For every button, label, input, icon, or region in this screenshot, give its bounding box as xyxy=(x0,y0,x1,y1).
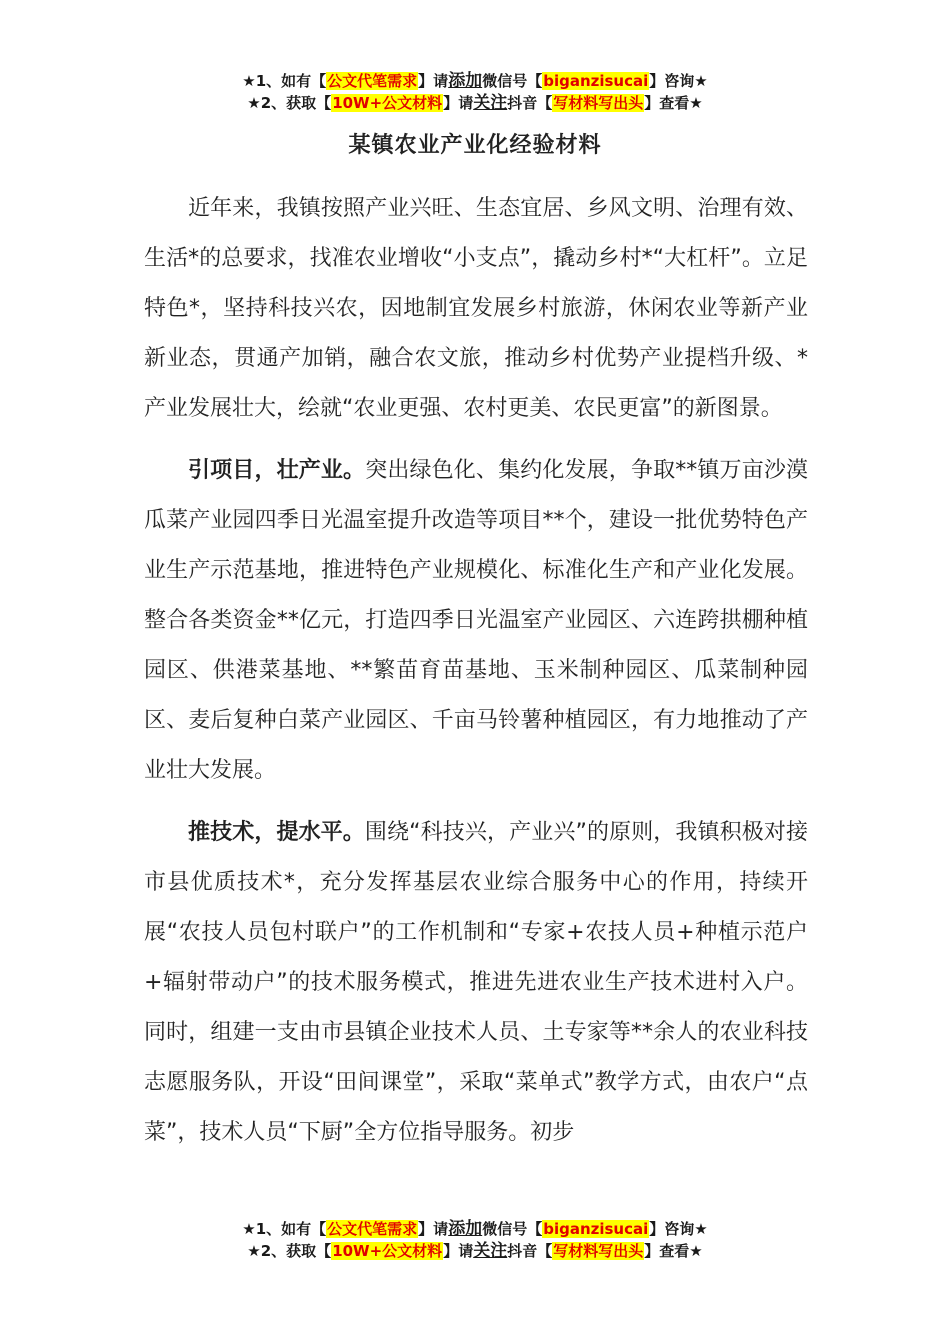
paragraph xyxy=(144,184,808,434)
paragraph-lead: 推技术，提水平。 xyxy=(188,820,365,845)
banner-text: ★1、如有【 xyxy=(242,1220,327,1238)
paragraph-lead: 引项目，壮产业。 xyxy=(188,458,366,483)
banner-text: 】查看★ xyxy=(644,94,703,112)
paragraph-text: 近年来，我镇按照产业兴旺、生态宜居、乡风文明、治理有效、生活*的总要求，找准农业增收“小支点”，撬动乡村*“大杠杆”。立足特色*，坚持科技兴农，因地制宜发展乡村旅游，休闲农业等新产业新业态，贯通产加销，融合农文旅，推动乡村优势产业提档升级、*产业发展壮大，绘就“农业更强、农村更美、农民更富”的新图景。 xyxy=(144,196,808,421)
banner-text: 】咨询★ xyxy=(649,1220,708,1238)
banner-text: ★1、如有【 xyxy=(242,72,327,90)
banner-text: ★2、获取【 xyxy=(247,1242,332,1260)
highlight-service: 公文代笔需求 xyxy=(327,1220,418,1238)
banner-text: 】请 xyxy=(418,72,449,90)
banner-text: 】咨询★ xyxy=(649,72,708,90)
emphasis-text: 添加 xyxy=(448,71,483,91)
highlight-materials: 10W+公文材料 xyxy=(332,1242,443,1260)
paragraph-text: 突出绿色化、集约化发展，争取**镇万亩沙漠瓜菜产业园四季日光温室提升改造等项目**个，建设一批优势特色产业生产示范基地，推进特色产业规模化、标准化生产和产业化发展。整合各类资金**亿元，打造四季日光温室产业园区、六连跨拱棚种植园区、供港菜基地、**繁苗育苗基地、玉米制种园区、瓜菜制种园区、麦后复种白菜产业园区、千亩马铃薯种植园区，有力地推动了产业壮大发展。 xyxy=(144,458,808,783)
highlight-wechat-id: biganzisucai xyxy=(543,72,649,90)
highlight-douyin-id: 写材料写出头 xyxy=(553,1242,644,1260)
header-banner xyxy=(0,70,950,114)
banner-line-1 xyxy=(0,70,950,92)
emphasis-text: 关注 xyxy=(473,1241,508,1261)
footer-banner xyxy=(0,1218,950,1262)
banner-text: 】查看★ xyxy=(644,1242,703,1260)
banner-line-2 xyxy=(0,92,950,114)
paragraph xyxy=(144,808,808,1158)
highlight-materials: 10W+公文材料 xyxy=(332,94,443,112)
banner-text: 微信号【 xyxy=(482,72,543,90)
emphasis-text: 添加 xyxy=(448,1219,483,1239)
banner-text: 】请 xyxy=(443,1242,474,1260)
banner-text: 】请 xyxy=(418,1220,449,1238)
emphasis-text: 关注 xyxy=(473,93,508,113)
banner-line-1 xyxy=(0,1218,950,1240)
banner-text: 抖音【 xyxy=(507,1242,553,1260)
document-body xyxy=(144,184,808,1170)
highlight-service: 公文代笔需求 xyxy=(327,72,418,90)
paragraph xyxy=(144,446,808,796)
document-title: 某镇农业产业化经验材料 xyxy=(348,133,602,158)
highlight-douyin-id: 写材料写出头 xyxy=(553,94,644,112)
banner-text: 】请 xyxy=(443,94,474,112)
paragraph-text: 围绕“科技兴，产业兴”的原则，我镇积极对接市县优质技术*，充分发挥基层农业综合服务中心的作用，持续开展“农技人员包村联户”的工作机制和“专家+农技人员+种植示范户+辐射带动户”的技术服务模式，推进先进农业生产技术进村入户。同时，组建一支由市县镇企业技术人员、土专家等**余人的农业科技志愿服务队，开设“田间课堂”，采取“菜单式”教学方式，由农户“点菜”，技术人员“下厨”全方位指导服务。初步 xyxy=(144,820,808,1145)
highlight-wechat-id: biganzisucai xyxy=(543,1220,649,1238)
banner-text: 微信号【 xyxy=(482,1220,543,1238)
banner-text: ★2、获取【 xyxy=(247,94,332,112)
banner-text: 抖音【 xyxy=(507,94,553,112)
banner-line-2 xyxy=(0,1240,950,1262)
